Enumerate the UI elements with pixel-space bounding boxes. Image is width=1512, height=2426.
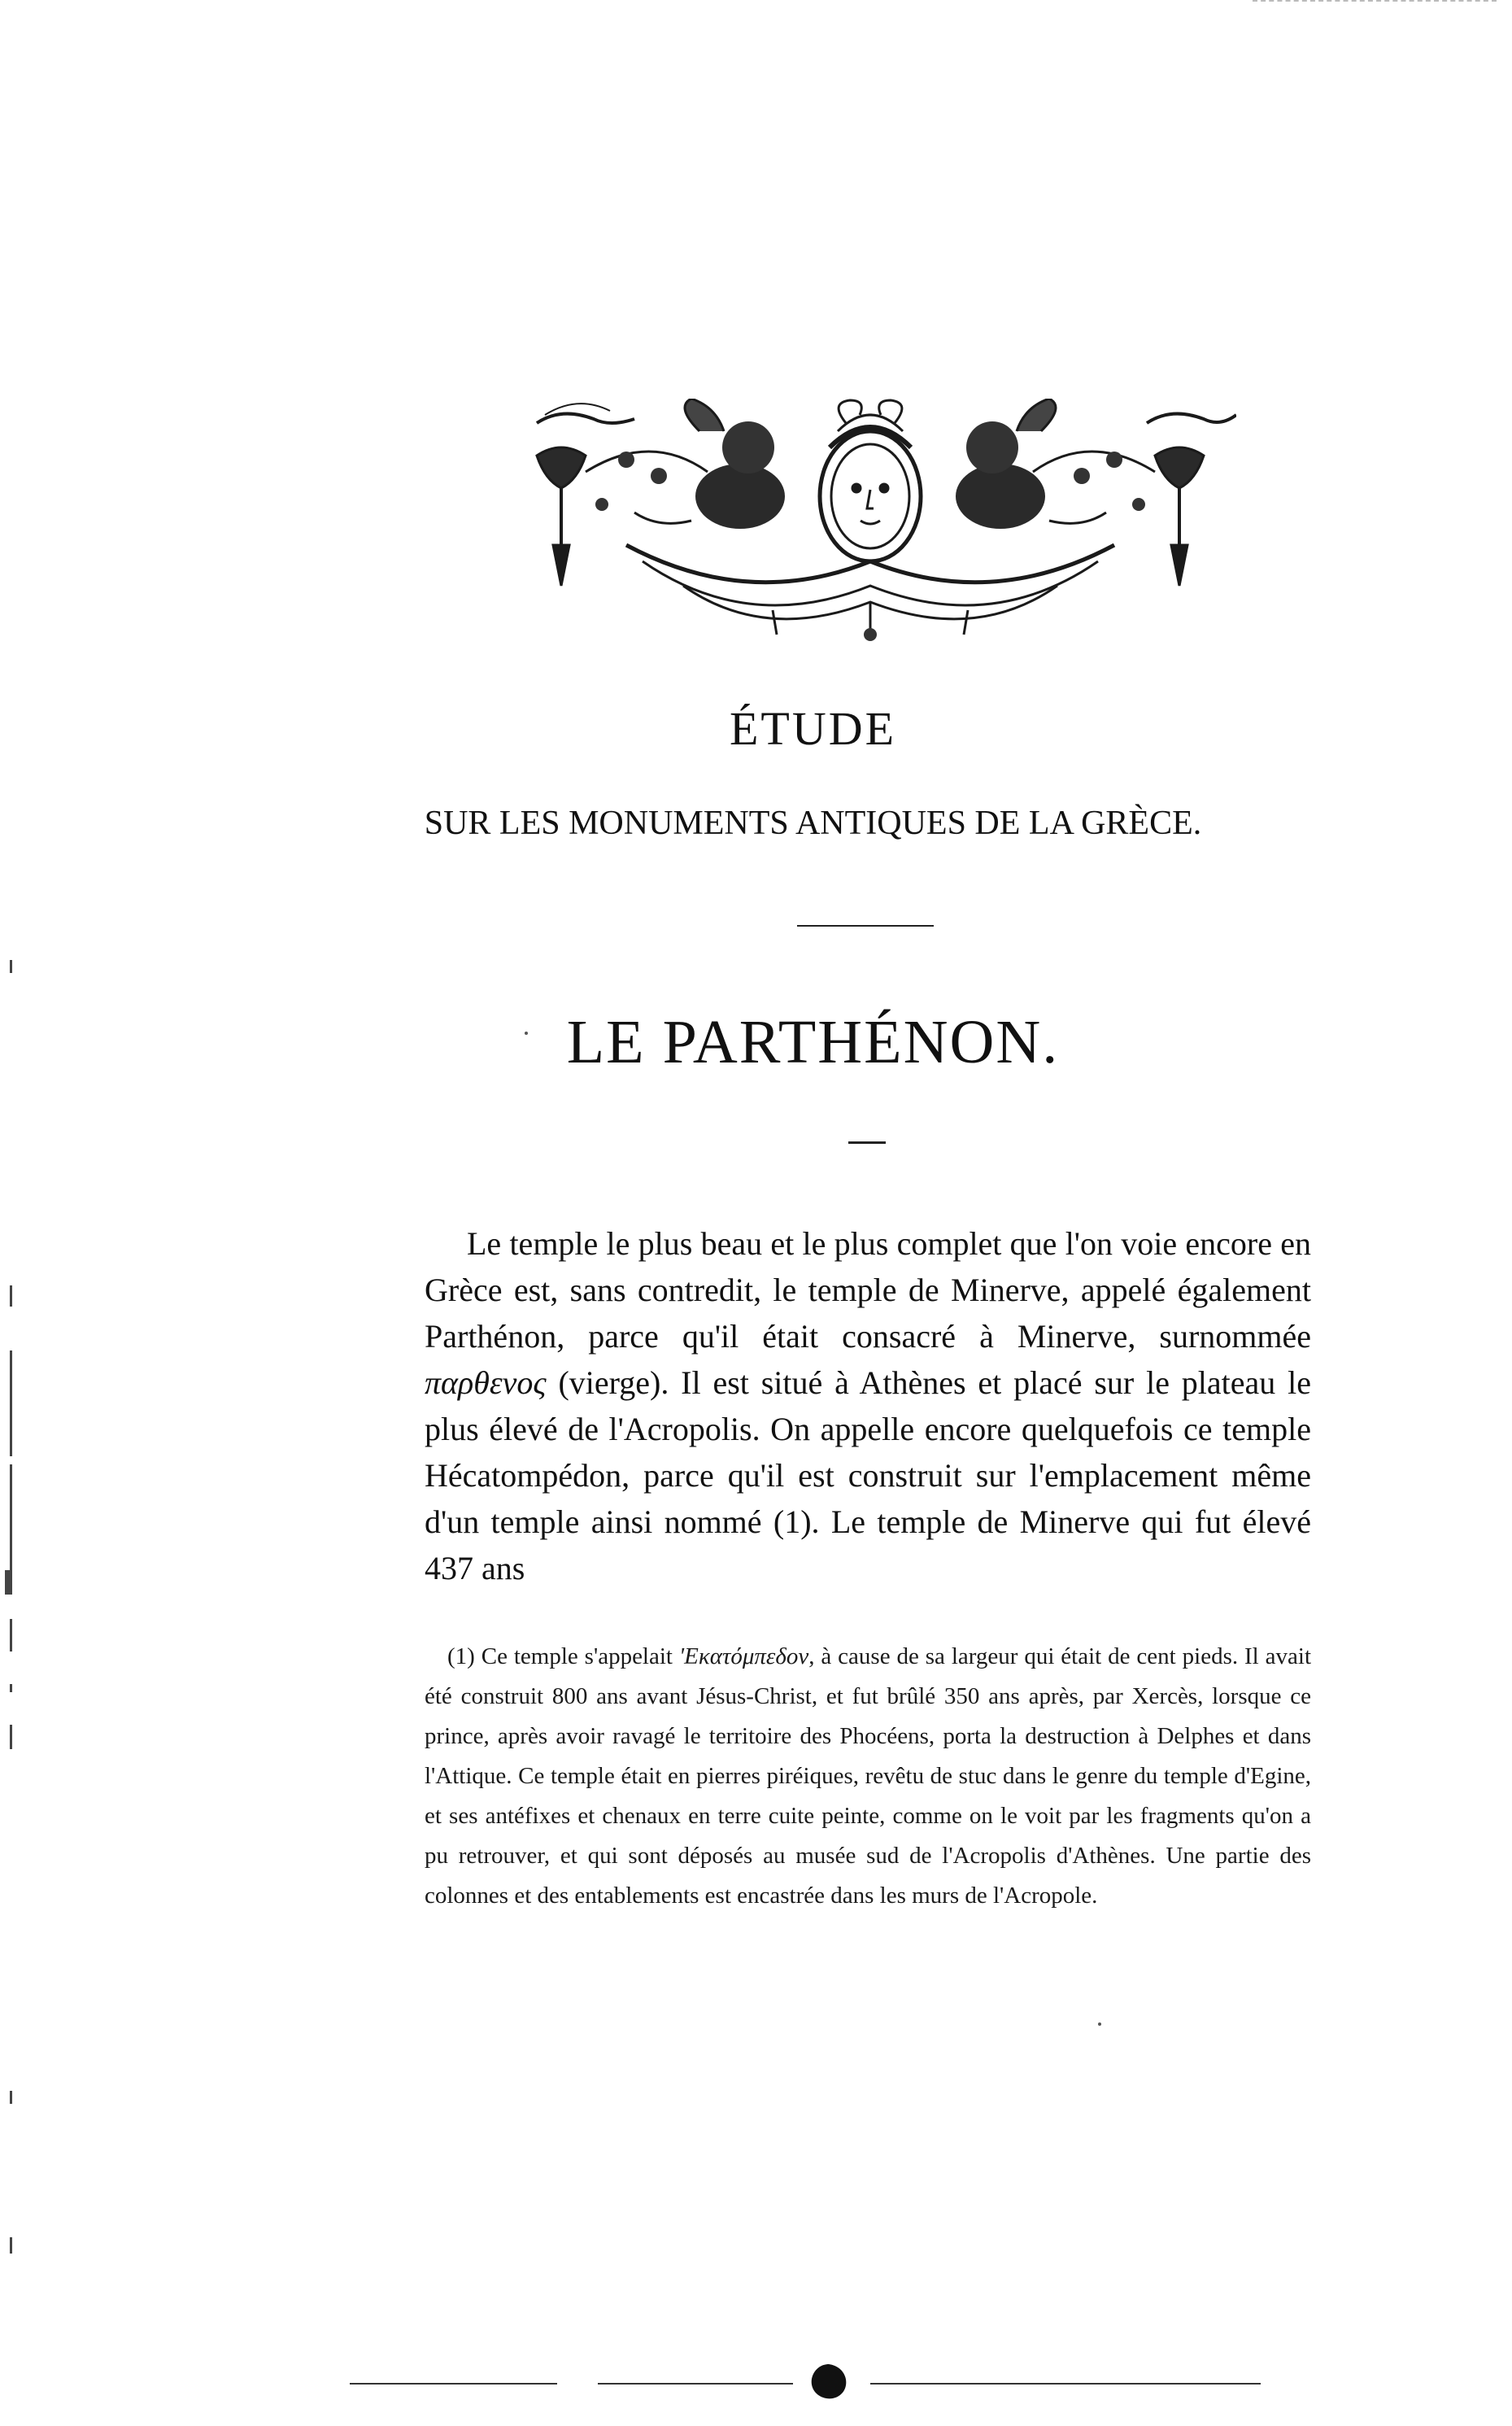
bottom-scan-line [598,2383,793,2385]
margin-mark [10,960,12,973]
chapter-heading: LE PARTHÉNON. [566,1008,1060,1076]
decorative-headpiece-ornament-icon [504,399,1236,643]
footnote-part1: (1) Ce temple s'appelait [447,1643,679,1669]
ink-speck [1098,2022,1101,2026]
margin-mark [10,2091,12,2104]
margin-mark [10,1350,12,1456]
margin-mark [10,1285,12,1307]
greek-word: παρθενος [425,1364,547,1401]
body-text-part2: (vierge). Il est situé à Athènes et placé sur le plateau le plus élevé de l'Acropolis. On appelle encore quelquefois ce temple Hécatompédon, parce qu'il est construit sur l'emplacement même d'un temple ainsi nommé (1). Le temple de Minerve qui fut élevé 437 ans [425,1364,1311,1586]
margin-mark [10,1725,12,1749]
footnote [425,1637,1311,1916]
body-paragraph [425,1220,1311,1591]
section-divider [797,925,934,927]
footnote-greek-word: 'Εκατόμπεδον [678,1643,809,1669]
scan-edge-marks [1253,0,1497,7]
margin-mark [10,1684,12,1692]
short-divider [848,1141,886,1144]
margin-mark [10,1619,12,1652]
bottom-scan-line [870,2383,1261,2385]
ink-blot-icon [808,2363,849,2402]
body-text-part1: Le temple le plus beau et le plus complet que l'on voie encore en Grèce est, sans contredit, le temple de Minerve, appelé également Parthénon, parce qu'il était consacré à Minerve, surnommée [425,1225,1311,1355]
margin-mark [10,2237,12,2254]
footnote-part2: , à cause de sa largeur qui était de cent pieds. Il avait été construit 800 ans avant Jésus-Christ, et fut brûlé 350 ans après, par Xercès, lorsque ce prince, après avoir ravagé le territoire des Phocéens, porta la destruction à Delphes et dans l'Attique. Ce temple était en pierres piréiques, revêtu de stuc dans le genre du temple d'Egine, et ses antéfixes et chenaux en terre cuite peinte, comme on le voit par les fragments qu'on a pu retrouver, et qui sont déposés au musée sud de l'Acropolis d'Athènes. Une partie des colonnes et des entablements est encastrée dans les murs de l'Acropole. [425,1643,1311,1909]
document-subtitle: SUR LES MONUMENTS ANTIQUES DE LA GRÈCE. [424,805,1202,842]
bottom-scan-line [350,2383,557,2385]
margin-mark [5,1570,11,1595]
document-title: ÉTUDE [729,702,897,755]
ink-speck [525,1032,528,1035]
